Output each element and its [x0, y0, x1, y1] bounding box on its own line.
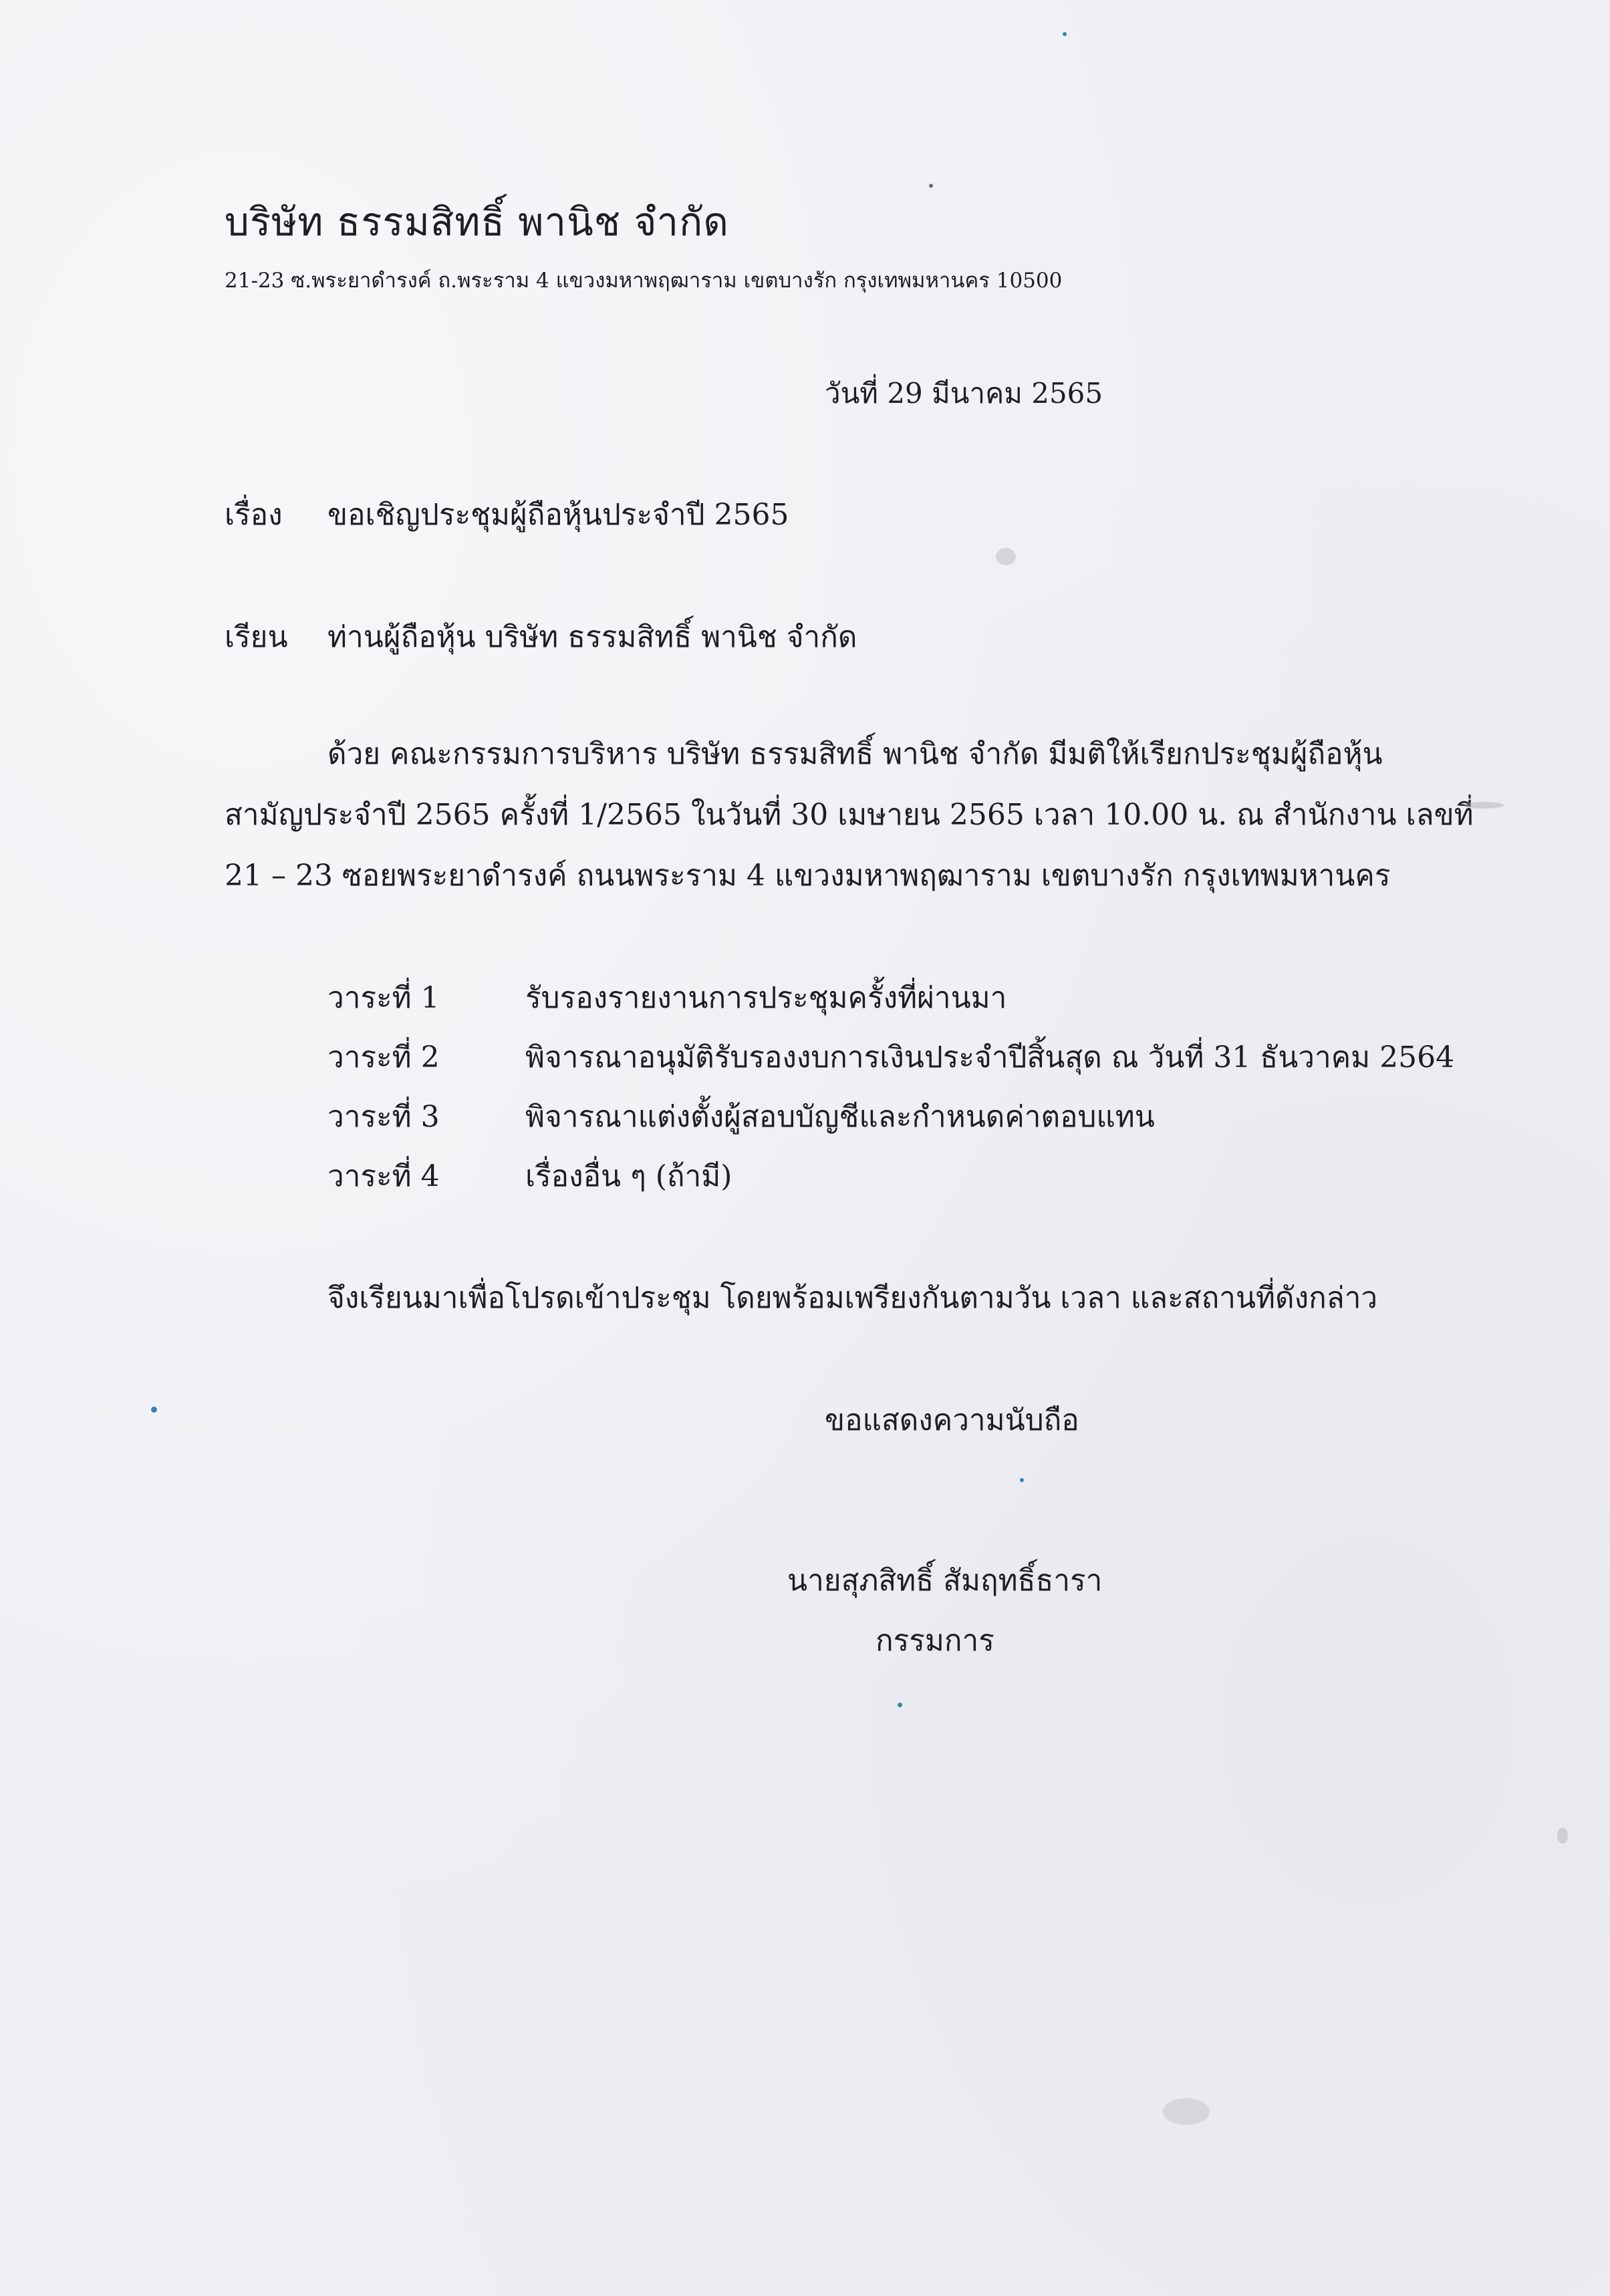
regards-line: ขอแสดงความนับถือ	[825, 1403, 1079, 1437]
agenda-3-text: พิจารณาแต่งตั้งผู้สอบบัญชีและกำหนดค่าตอบแทน	[525, 1100, 1155, 1134]
body-line-1: ด้วย คณะกรรมการบริหาร บริษัท ธรรมสิทธิ์ พานิช จำกัด มีมติให้เรียกประชุมผู้ถือหุ้น	[327, 737, 1383, 771]
agenda-2-number: วาระที่ 2	[327, 1040, 440, 1074]
company-address: 21-23 ซ.พระยาดำรงค์ ถ.พระราม 4 แขวงมหาพฤฒาราม เขตบางรัก กรุงเทพมหานคร 10500	[225, 269, 1063, 293]
scan-speck	[1063, 32, 1067, 36]
scan-speck	[1163, 2098, 1210, 2125]
recipient-label: เรียน	[225, 620, 288, 654]
agenda-1-number: วาระที่ 1	[327, 981, 440, 1015]
recipient-text: ท่านผู้ถือหุ้น บริษัท ธรรมสิทธิ์ พานิช จำกัด	[327, 620, 857, 654]
scan-speck	[1464, 802, 1504, 809]
signer-name: นายสุภสิทธิ์ สัมฤทธิ์ธารา	[787, 1564, 1103, 1598]
scan-speck	[996, 548, 1016, 565]
agenda-3-number: วาระที่ 3	[327, 1100, 440, 1134]
subject-text: ขอเชิญประชุมผู้ถือหุ้นประจำปี 2565	[327, 498, 789, 532]
scan-speck	[898, 1703, 902, 1707]
agenda-4-text: เรื่องอื่น ๆ (ถ้ามี)	[525, 1159, 732, 1193]
agenda-4-number: วาระที่ 4	[327, 1159, 440, 1193]
letter-date: วันที่ 29 มีนาคม 2565	[825, 377, 1103, 410]
scan-speck	[1557, 1828, 1568, 1844]
signer-title: กรรมการ	[876, 1624, 994, 1658]
company-name: บริษัท ธรรมสิทธิ์ พานิช จำกัด	[225, 199, 729, 245]
subject-label: เรื่อง	[225, 498, 283, 532]
agenda-1-text: รับรองรายงานการประชุมครั้งที่ผ่านมา	[525, 981, 1007, 1015]
body-line-3: 21 – 23 ซอยพระยาดำรงค์ ถนนพระราม 4 แขวงมหาพฤฒาราม เขตบางรัก กรุงเทพมหานคร	[225, 859, 1391, 893]
closing-line: จึงเรียนมาเพื่อโปรดเข้าประชุม โดยพร้อมเพรียงกันตามวัน เวลา และสถานที่ดังกล่าว	[327, 1281, 1378, 1315]
scan-speck	[151, 1407, 157, 1413]
scan-speck	[929, 184, 933, 188]
agenda-2-text: พิจารณาอนุมัติรับรองงบการเงินประจำปีสิ้นสุด ณ วันที่ 31 ธันวาคม 2564	[525, 1040, 1455, 1074]
scan-speck	[1020, 1478, 1024, 1482]
body-line-2: สามัญประจำปี 2565 ครั้งที่ 1/2565 ในวันที่ 30 เมษายน 2565 เวลา 10.00 น. ณ สำนักงาน เลขที่	[225, 798, 1474, 832]
